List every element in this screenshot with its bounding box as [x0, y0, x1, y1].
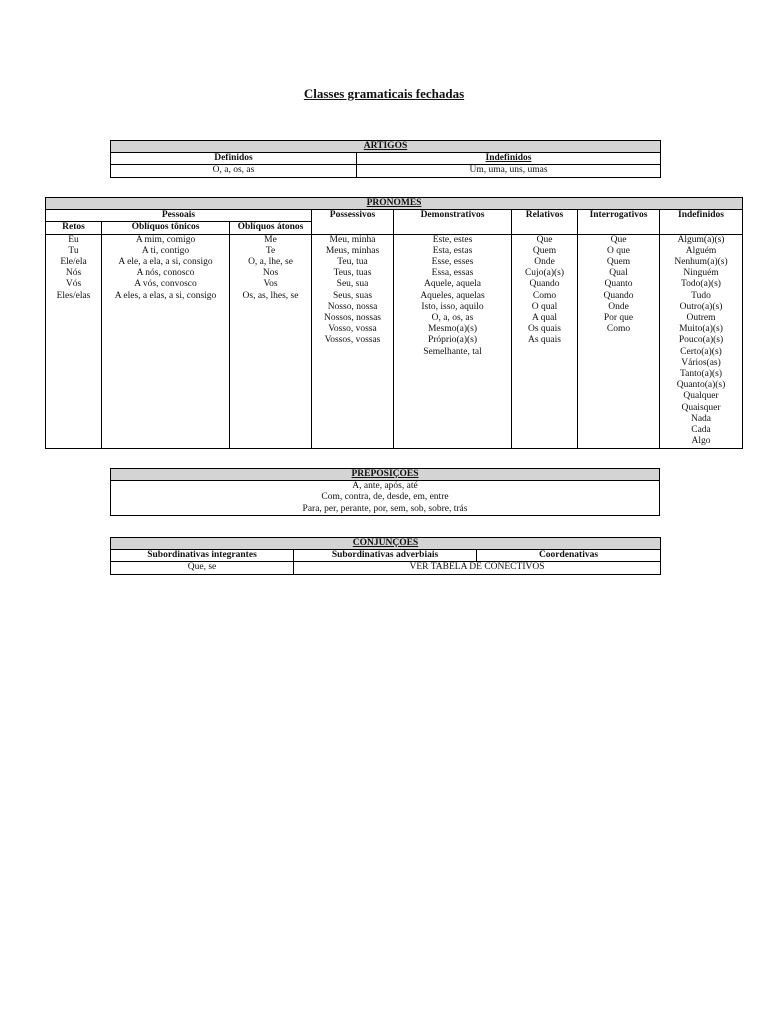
- list-item: Por que: [603, 313, 634, 324]
- list-item: Nenhum(a)(s): [674, 257, 728, 268]
- list-item: Cada: [691, 425, 711, 436]
- obliquos-tonicos-column: [102, 234, 230, 448]
- list-item: A, ante, após, até: [352, 481, 418, 492]
- preposicoes-heading: PREPOSIÇÕES: [111, 469, 660, 481]
- list-item: Essa, essas: [431, 268, 474, 279]
- list-item: Quanto: [604, 279, 633, 290]
- integrantes-header: Subordinativas integrantes: [111, 550, 294, 562]
- list-item: Mesmo(a)(s): [427, 324, 478, 335]
- list-item: Onde: [608, 301, 629, 312]
- obliquos-tonicos-header: Oblíquos tônicos: [102, 222, 230, 234]
- retos-header: Retos: [46, 222, 102, 234]
- list-item: Seu, sua: [336, 279, 369, 290]
- list-item: Meus, minhas: [325, 245, 380, 256]
- list-item: Outro(a)(s): [679, 301, 723, 312]
- page-title: Classes gramaticais fechadas: [303, 86, 465, 101]
- list-item: Quem: [606, 257, 631, 268]
- list-item: Vossos, vossas: [324, 335, 381, 346]
- pessoais-header: Pessoais: [46, 210, 312, 222]
- list-item: Nos: [262, 268, 279, 279]
- definidos-value: O, a, os, as: [111, 165, 357, 177]
- list-item: Com, contra, de, desde, em, entre: [321, 492, 449, 503]
- list-item: Vos: [263, 279, 278, 290]
- list-item: Ele/ela: [60, 257, 87, 268]
- list-item: Alguém: [685, 245, 717, 256]
- interrogativos-column: [578, 234, 660, 448]
- pronomes-heading: PRONOMES: [46, 198, 743, 210]
- conjuncoes-table: [110, 537, 661, 575]
- indefinidos-pron-header: Indefinidos: [660, 210, 743, 234]
- list-item: Quando: [603, 290, 634, 301]
- list-item: Tudo: [691, 290, 711, 301]
- list-item: Os, as, lhes, se: [242, 290, 299, 301]
- list-item: Me: [264, 234, 277, 245]
- list-item: Eu: [68, 234, 79, 245]
- demonstrativos-column: [394, 234, 512, 448]
- list-item: Cujo(a)(s): [524, 268, 565, 279]
- list-item: Como: [606, 324, 631, 335]
- list-item: Teu, tua: [337, 257, 368, 268]
- list-item: Próprio(a)(s): [427, 335, 478, 346]
- list-item: Vós: [65, 279, 82, 290]
- list-item: Quando: [529, 279, 560, 290]
- list-item: Onde: [534, 257, 555, 268]
- list-item: O que: [607, 245, 630, 256]
- possessivos-column: [312, 234, 394, 448]
- indefinidos-header: Indefinidos: [357, 153, 661, 165]
- list-item: Algum(a)(s): [677, 234, 725, 245]
- list-item: Nada: [690, 413, 712, 424]
- list-item: A qual: [531, 313, 558, 324]
- list-item: Isto, isso, aquilo: [421, 301, 484, 312]
- artigos-table: [110, 140, 661, 178]
- list-item: Qualquer: [683, 391, 719, 402]
- list-item: Aquele, aquela: [424, 279, 481, 290]
- conectivos-reference: VER TABELA DE CONECTIVOS: [294, 562, 661, 574]
- list-item: Os quais: [528, 324, 561, 335]
- list-item: Nós: [65, 268, 82, 279]
- list-item: A mim, comigo: [135, 234, 196, 245]
- adverbiais-header: Subordinativas adverbiais: [294, 550, 477, 562]
- list-item: O, a, os, as: [431, 313, 474, 324]
- list-item: Certo(a)(s): [680, 346, 722, 357]
- list-item: Que: [536, 234, 553, 245]
- list-item: Esta, estas: [432, 245, 473, 256]
- list-item: Nossos, nossas: [323, 313, 381, 324]
- list-item: Quem: [532, 245, 557, 256]
- definidos-header: Definidos: [111, 153, 357, 165]
- list-item: Ninguém: [683, 268, 719, 279]
- list-item: Outrem: [686, 313, 716, 324]
- list-item: Nosso, nossa: [327, 301, 378, 312]
- list-item: Eles/elas: [56, 290, 91, 301]
- integrantes-value: Que, se: [111, 562, 294, 574]
- relativos-header: Relativos: [512, 210, 578, 234]
- list-item: Todo(a)(s): [681, 279, 721, 290]
- interrogativos-header: Interrogativos: [578, 210, 660, 234]
- list-item: Aqueles, aquelas: [420, 290, 485, 301]
- list-item: Que: [610, 234, 627, 245]
- preposicoes-list: [111, 481, 660, 516]
- list-item: Vários(as): [681, 357, 721, 368]
- obliquos-atonos-column: [230, 234, 312, 448]
- relativos-column: [512, 234, 578, 448]
- list-item: A ti, contigo: [141, 245, 190, 256]
- list-item: Vosso, vossa: [328, 324, 377, 335]
- list-item: A eles, a elas, a si, consigo: [114, 290, 217, 301]
- conjuncoes-heading: CONJUNÇÕES: [111, 538, 661, 550]
- list-item: O qual: [531, 301, 558, 312]
- list-item: Pouco(a)(s): [678, 335, 724, 346]
- list-item: Semelhante, tal: [423, 346, 482, 357]
- list-item: O, a, lhe, se: [248, 257, 293, 268]
- list-item: Algo: [691, 436, 711, 447]
- artigos-heading: ARTIGOS: [111, 141, 661, 153]
- list-item: Te: [265, 245, 276, 256]
- list-item: Quanto(a)(s): [676, 380, 726, 391]
- list-item: A vós, convosco: [134, 279, 197, 290]
- obliquos-atonos-header: Oblíquos átonos: [230, 222, 312, 234]
- list-item: Este, estes: [432, 234, 473, 245]
- list-item: A ele, a ela, a si, consigo: [118, 257, 213, 268]
- list-item: A nós, conosco: [136, 268, 195, 279]
- preposicoes-table: [110, 468, 660, 516]
- list-item: Tanto(a)(s): [679, 369, 723, 380]
- possessivos-header: Possessivos: [312, 210, 394, 234]
- pronomes-table: [45, 197, 743, 449]
- list-item: Tu: [68, 245, 79, 256]
- list-item: Seus, suas: [332, 290, 373, 301]
- demonstrativos-header: Demonstrativos: [394, 210, 512, 234]
- list-item: Muito(a)(s): [679, 324, 723, 335]
- indefinidos-column: [660, 234, 743, 448]
- list-item: As quais: [528, 335, 561, 346]
- list-item: Qual: [609, 268, 628, 279]
- list-item: Esse, esses: [431, 257, 474, 268]
- list-item: Como: [532, 290, 557, 301]
- retos-column: [46, 234, 102, 448]
- list-item: Quaisquer: [681, 402, 721, 413]
- coordenativas-header: Coordenativas: [477, 550, 661, 562]
- list-item: Meu, minha: [329, 234, 376, 245]
- list-item: Para, per, perante, por, sem, sob, sobre, trás: [302, 503, 468, 514]
- list-item: Teus, tuas: [333, 268, 372, 279]
- indefinidos-value: Um, uma, uns, umas: [357, 165, 661, 177]
